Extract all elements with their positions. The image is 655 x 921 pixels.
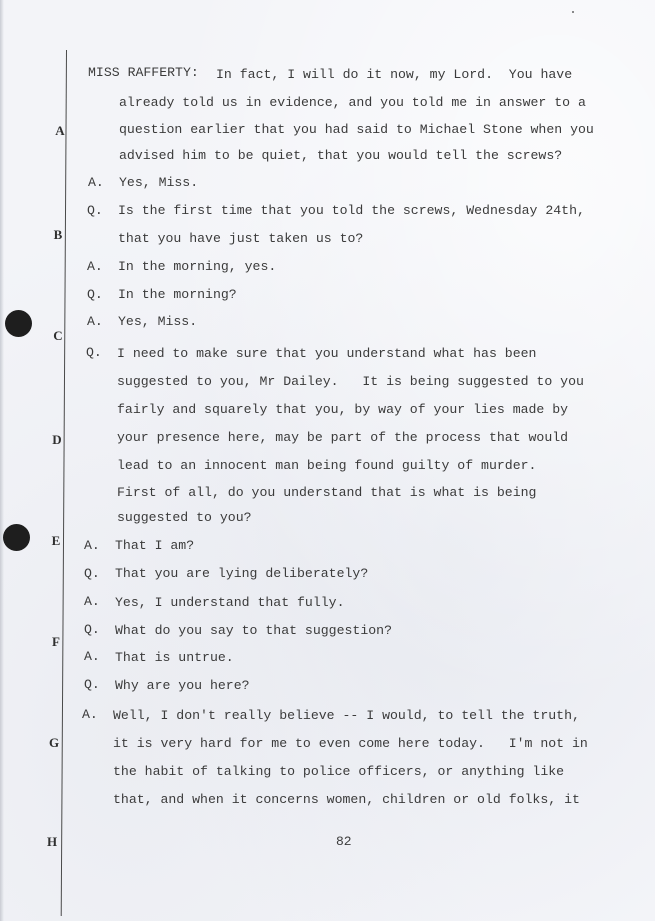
speaker-label: MISS RAFFERTY: — [88, 65, 199, 80]
transcript-line: that, and when it concerns women, children or old folks, it — [113, 792, 580, 807]
transcript-line: I need to make sure that you understand what has been — [117, 346, 537, 361]
scan-speck — [572, 11, 574, 13]
transcript-line: In fact, I will do it now, my Lord. You have — [216, 67, 573, 82]
transcript-line: Well, I don't really believe -- I would, to tell the truth, — [113, 708, 580, 723]
margin-letter-c: C — [53, 328, 63, 343]
transcript-line: it is very hard for me to even come here today. I'm not in — [113, 736, 588, 751]
margin-letter-h: H — [46, 834, 58, 849]
transcript-line: First of all, do you understand that is what is being — [117, 485, 537, 500]
transcript-line: lead to an innocent man being found guilty of murder. — [117, 458, 537, 473]
answer-marker: A. — [84, 538, 100, 553]
answer-marker: A. — [87, 259, 103, 274]
transcript-line: That I am? — [115, 538, 195, 553]
margin-rule — [61, 50, 68, 916]
transcript-line: the habit of talking to police officers, or anything like — [113, 764, 565, 779]
transcript-line: In the morning, yes. — [118, 259, 277, 274]
transcript-line: Is the first time that you told the screws, Wednesday 24th, — [118, 203, 585, 218]
question-marker: Q. — [87, 287, 103, 302]
margin-letter-e: E — [51, 533, 61, 548]
transcript-line: Why are you here? — [115, 678, 250, 693]
transcript-line: question earlier that you had said to Michael Stone when you — [119, 122, 594, 137]
punch-hole-top — [5, 310, 32, 337]
punch-hole-bottom — [3, 524, 30, 551]
question-marker: Q. — [86, 345, 102, 360]
question-marker: Q. — [84, 566, 100, 581]
transcript-line: In the morning? — [118, 287, 237, 302]
margin-letter-b: B — [53, 227, 63, 242]
transcript-line: That is untrue. — [115, 650, 234, 665]
transcript-line: already told us in evidence, and you told me in answer to a — [119, 95, 586, 110]
page-number: 82 — [336, 834, 352, 849]
transcript-line: your presence here, may be part of the process that would — [117, 430, 569, 445]
transcript-line: That you are lying deliberately? — [115, 566, 369, 581]
transcript-line: advised him to be quiet, that you would tell the screws? — [119, 148, 563, 163]
page-edge-shadow — [0, 0, 4, 921]
transcript-line: that you have just taken us to? — [118, 231, 364, 246]
transcript-line: Yes, I understand that fully. — [115, 595, 345, 610]
answer-marker: A. — [84, 649, 100, 664]
question-marker: Q. — [84, 677, 100, 692]
answer-marker: A. — [82, 707, 98, 722]
transcript-line: Yes, Miss. — [119, 175, 199, 190]
margin-letter-a: A — [55, 123, 65, 138]
transcript-line: What do you say to that suggestion? — [115, 623, 392, 638]
question-marker: Q. — [87, 203, 103, 218]
transcript-line: fairly and squarely that you, by way of your lies made by — [117, 402, 569, 417]
answer-marker: A. — [88, 175, 104, 190]
transcript-line: suggested to you? — [117, 510, 252, 525]
question-marker: Q. — [84, 622, 100, 637]
margin-letter-f: F — [52, 634, 60, 649]
transcript-line: Yes, Miss. — [118, 314, 198, 329]
answer-marker: A. — [84, 594, 100, 609]
answer-marker: A. — [87, 314, 103, 329]
transcript-line: suggested to you, Mr Dailey. It is being suggested to you — [117, 374, 584, 389]
margin-letter-g: G — [48, 735, 60, 750]
margin-letter-d: D — [52, 432, 62, 447]
